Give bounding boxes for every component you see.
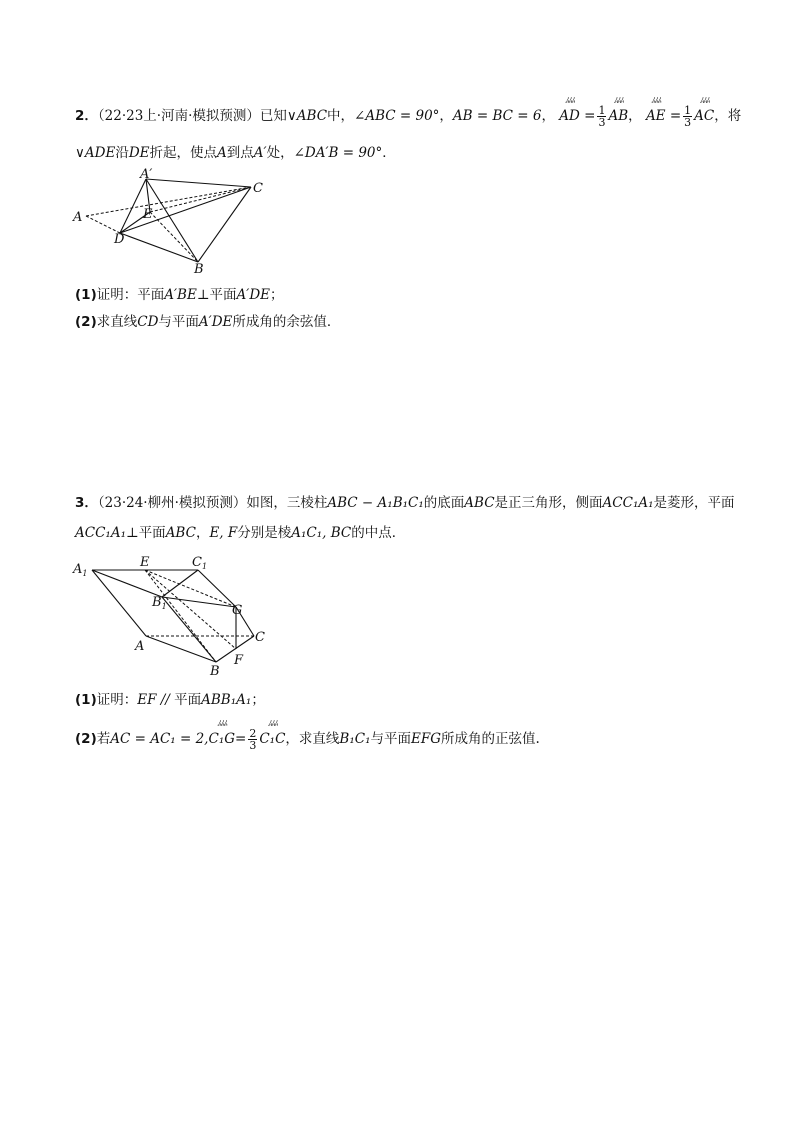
vector-c1g (208, 719, 236, 749)
p2-de: DE (128, 145, 150, 161)
problem2-number: 2． (75, 108, 98, 124)
q-text: 平面 (209, 287, 237, 303)
vector-ad (559, 96, 580, 126)
p3-ef: E, F (209, 525, 238, 541)
figure-triangular-prism (70, 550, 280, 680)
plane-abb1a1: ABB₁A₁ (201, 692, 252, 708)
p3-prism: ABC − A₁B₁C₁ (327, 495, 424, 511)
label-a: A (73, 210, 83, 225)
figure-folded-triangle (70, 165, 280, 280)
p2-ac: AC (694, 108, 715, 124)
p3-eq: = (235, 731, 247, 747)
plane-apde: A′DE (236, 287, 271, 303)
label-e: E (140, 555, 150, 570)
problem2-q2 (75, 312, 340, 332)
plane-apbe: A′BE (164, 287, 197, 303)
p3-end: 的中点． (351, 525, 406, 541)
vector-ab (608, 96, 629, 126)
p3-base: ABC (464, 495, 495, 511)
perp-symbol: ⊥ (196, 287, 210, 303)
vector-arrow: ﾑﾑﾑ (613, 96, 623, 105)
edge-ap-b (146, 179, 198, 262)
p2-end: ． (382, 145, 396, 161)
problem3-source: （23·24·柳州·模拟预测） (97, 495, 247, 511)
label-f: F (234, 653, 244, 668)
label-b1: $B_1$ (152, 595, 167, 611)
fraction-one-third (597, 105, 606, 128)
problem2-line1 (75, 96, 742, 129)
line-cd: CD (137, 314, 159, 330)
p2-sep: ，将 (714, 108, 742, 124)
edge-ap-c (146, 179, 251, 187)
p3-text: 的底面 (423, 495, 465, 511)
label-ap: A′ (140, 167, 153, 182)
q-text: 与平面 (158, 314, 199, 330)
line-b1c1: B₁C₁ (339, 731, 371, 747)
frac-den: 3 (249, 739, 257, 752)
label-e: E (143, 207, 153, 222)
p3-sep: ， (195, 525, 210, 541)
problem3-q2 (75, 719, 540, 752)
label-d: D (114, 232, 125, 247)
q-text: ，求直线 (285, 731, 340, 747)
fraction-two-thirds (248, 728, 257, 751)
q-text: 证明： (96, 692, 138, 708)
vector-arrow: ﾑﾑﾑ (565, 96, 575, 105)
vector-c1c (259, 719, 286, 749)
vector-arrow: ﾑﾑﾑ (217, 719, 227, 728)
p2-sep: ， (541, 108, 555, 124)
q-text: 求直线 (96, 314, 138, 330)
p3-side: ACC₁A₁ (602, 495, 654, 511)
q-end: ； (251, 692, 265, 708)
q-label: (1) (75, 287, 97, 303)
p2-angle: ∠ABC = 90° (354, 108, 440, 124)
p2-text: 已知 (259, 108, 287, 124)
q-text: 平面 (174, 692, 202, 708)
q-text: 所成角的正弦值. (441, 731, 540, 747)
label-c1: $C_1$ (192, 555, 208, 571)
problem3-line2 (75, 523, 405, 543)
q-label: (2) (75, 314, 97, 330)
p3-ef-parallel: EF // (137, 692, 175, 708)
perp-symbol: ⊥ (125, 525, 139, 541)
p3-abc: ABC (165, 525, 196, 541)
p2-lengths: AB = BC = 6 (452, 108, 542, 124)
plane-apde: A′DE (198, 314, 233, 330)
q-label: (2) (75, 731, 97, 747)
p2-point-ap: A′ (253, 145, 267, 161)
q-text: 若 (96, 731, 111, 747)
problem2-line2 (75, 143, 396, 163)
fraction-one-third (683, 105, 692, 128)
vector-arrow: ﾑﾑﾑ (651, 96, 661, 105)
vector-arrow: ﾑﾑﾑ (699, 96, 709, 105)
problem3-number: 3． (75, 495, 98, 511)
p3-text: 是菱形，平面 (653, 495, 735, 511)
p3-plane: ACC₁A₁ (75, 525, 126, 541)
p2-triangle: ∨ABC (286, 108, 328, 124)
dashed-a-d (86, 216, 120, 233)
frac-num: 1 (598, 104, 606, 117)
p3-text: 如图，三棱柱 (246, 495, 328, 511)
p2-eq: = (584, 108, 596, 124)
p3-text: 是正三角形，侧面 (494, 495, 603, 511)
p3-c1c: C₁C (259, 731, 286, 747)
frac-den: 3 (684, 116, 692, 129)
p2-ab: AB (608, 108, 629, 124)
problem3-q1 (75, 690, 265, 710)
p2-text: 处， (266, 145, 294, 161)
p2-text: 折起，使点 (149, 145, 217, 161)
q-text: 所成角的余弦值． (232, 314, 341, 330)
q-label: (1) (75, 692, 97, 708)
dashed-e-b (150, 212, 198, 262)
frac-num: 2 (249, 727, 257, 740)
p2-text: 沿 (115, 145, 129, 161)
problem3-line1 (75, 493, 735, 513)
frac-den: 3 (598, 116, 606, 129)
label-b: B (210, 664, 220, 679)
edge-c1-g (198, 570, 236, 607)
label-a1: $A_1$ (73, 562, 88, 578)
p3-edges: A₁C₁, BC (291, 525, 352, 541)
label-a: A (135, 639, 145, 654)
label-c: C (255, 630, 265, 645)
p2-text: 到点 (226, 145, 254, 161)
edge-d-c (120, 187, 251, 233)
p2-text: 中， (327, 108, 355, 124)
frac-num: 1 (684, 104, 692, 117)
vector-arrow: ﾑﾑﾑ (267, 719, 277, 728)
p3-text: 分别是棱 (237, 525, 292, 541)
edge-b1-c1 (162, 570, 198, 597)
p2-sep: ， (439, 108, 453, 124)
label-g: G (232, 603, 243, 618)
q-end: ； (270, 287, 284, 303)
p3-text: 平面 (138, 525, 166, 541)
p3-condition: AC = AC₁ = 2, (110, 731, 209, 747)
p3-c1g: C₁G (208, 731, 236, 747)
problem2-q1 (75, 285, 284, 305)
label-c: C (253, 181, 263, 196)
p2-ad: AD (559, 108, 580, 124)
q-text: 与平面 (370, 731, 411, 747)
p2-triangle-ade: ∨ADE (75, 145, 116, 161)
p2-eq: = (669, 108, 682, 124)
dashed-a-c (86, 187, 251, 216)
vector-ac (694, 96, 715, 126)
problem2-source: （22·23上·河南·模拟预测） (97, 108, 260, 124)
p2-sep: ， (628, 108, 642, 124)
p2-ae: AE (645, 108, 666, 124)
q-text: 证明：平面 (96, 287, 165, 303)
p2-angle-dab: ∠DA′B = 90° (293, 145, 383, 161)
vector-ae (645, 96, 666, 126)
p2-point-a: A (217, 145, 227, 161)
label-b: B (194, 262, 204, 277)
plane-efg: EFG (410, 731, 441, 747)
edge-d-b (120, 233, 198, 262)
